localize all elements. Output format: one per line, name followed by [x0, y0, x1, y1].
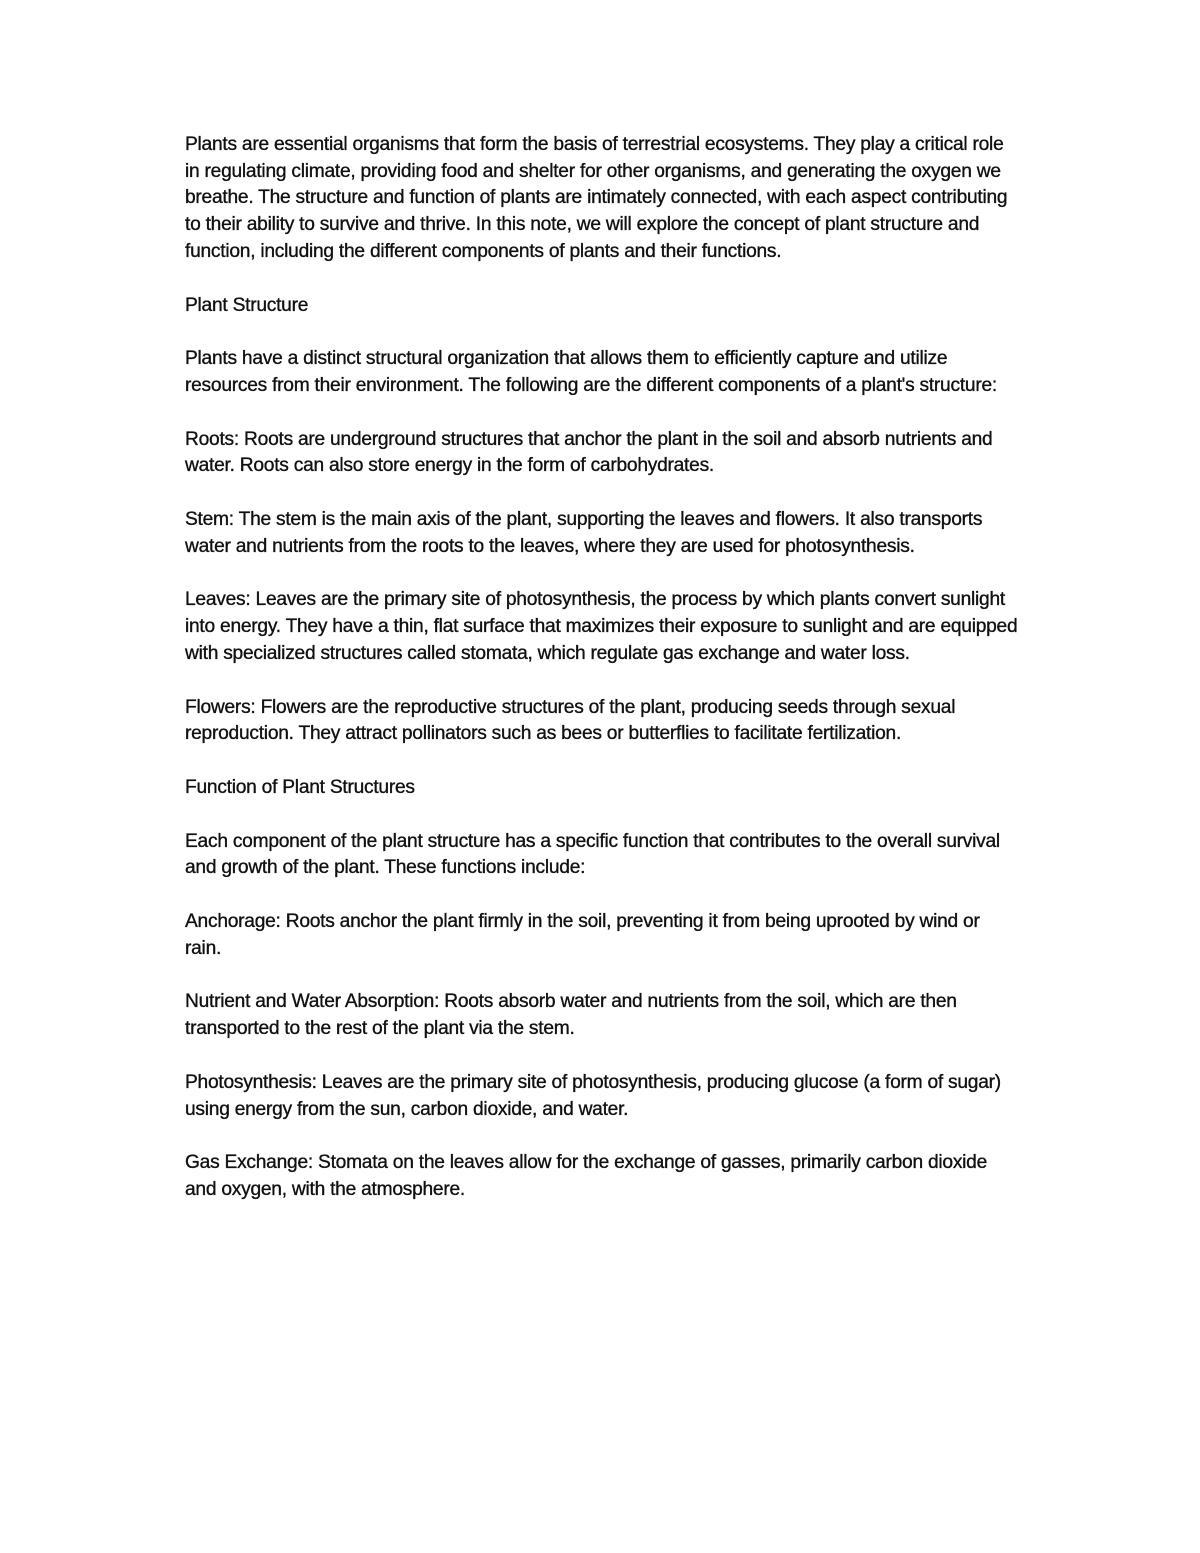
paragraph-gas-exchange: Gas Exchange: Stomata on the leaves allow for the exchange of gasses, primarily carbon dioxide and oxygen, with the atmosphere. — [185, 1152, 988, 1200]
section-intro-function: Each component of the plant structure has a specific function that contributes to the overall survival and growth of the plant. These functions include: — [185, 830, 1000, 879]
paragraph-absorption: Nutrient and Water Absorption: Roots absorb water and nutrients from the soil, which are then transported to the rest of the plant via the stem. — [185, 991, 957, 1040]
paragraph-anchorage: Anchorage: Roots anchor the plant firmly in the soil, preventing it from being uprooted by wind or rain. — [185, 911, 980, 959]
intro-paragraph: Plants are essential organisms that form the basis of terrestrial ecosystems. They play a critical role in regulating climate, providing food and shelter for other organisms, and generating the oxygen we breathe. The structure and function of plants are intimately connected, with each aspect contributing to their ability to survive and thrive. In this note, we will explore the concept of plant structure and function, including the different components of plants and their functions. — [185, 134, 1008, 262]
section-intro-plant-structure: Plants have a distinct structural organization that allows them to efficiently capture and utilize resources from their environment. The following are the different components of a plant's structure: — [185, 348, 997, 396]
section-heading-function: Function of Plant Structures — [185, 776, 415, 798]
paragraph-flowers: Flowers: Flowers are the reproductive structures of the plant, producing seeds through sexual reproduction. They attract pollinators such as bees or butterflies to facilitate fertilization. — [185, 696, 956, 745]
paragraph-leaves: Leaves: Leaves are the primary site of photosynthesis, the process by which plants convert sunlight into energy. They have a thin, flat surface that maximizes their exposure to sunlight and are equipped with specialized structures called stomata, which regulate gas exchange and water loss. — [185, 589, 1018, 664]
paragraph-stem: Stem: The stem is the main axis of the plant, supporting the leaves and flowers. It also transports water and nutrients from the roots to the leaves, where they are used for photosynthesis. — [185, 509, 983, 557]
paragraph-roots: Roots: Roots are underground structures that anchor the plant in the soil and absorb nutrients and water. Roots can also store energy in the form of carbohydrates. — [185, 428, 993, 477]
document-page — [185, 132, 1020, 1231]
section-heading-plant-structure: Plant Structure — [185, 294, 309, 316]
paragraph-photosynthesis: Photosynthesis: Leaves are the primary site of photosynthesis, producing glucose (a form of sugar) using energy from the sun, carbon dioxide, and water. — [185, 1071, 1001, 1120]
